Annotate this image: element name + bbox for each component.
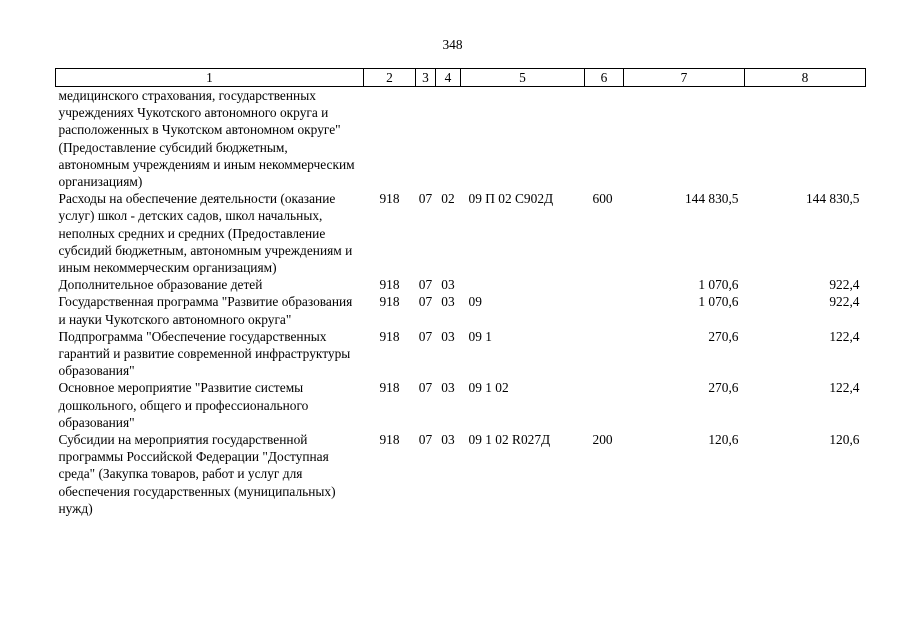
- amount-year-1-cell: 1 070,6: [698, 294, 739, 310]
- amount-year-1-cell: 270,6: [708, 328, 739, 344]
- table-row: [56, 276, 866, 293]
- table-row: [56, 293, 866, 327]
- item-name-cell: Субсидии на мероприятия государственной программы Российской Федерации "Доступная среда" (Закупка товаров, работ и услуг для обеспечения государственных (муниципальных) нужд): [58, 432, 336, 516]
- section-cell: 07: [418, 328, 433, 344]
- expense-type-cell: 200: [592, 432, 613, 448]
- column-header-6: 6: [585, 69, 624, 87]
- admin-code-cell: 918: [379, 328, 400, 344]
- section-cell: 07: [418, 294, 433, 310]
- expense-type-cell: [585, 87, 624, 191]
- amount-year-2-cell: 922,4: [829, 277, 860, 293]
- expense-type-cell: [585, 276, 624, 293]
- admin-code-cell: 918: [379, 277, 400, 293]
- section-cell: 07: [418, 277, 433, 293]
- header-row: [56, 69, 866, 87]
- subsection-cell: 03: [441, 432, 455, 448]
- amount-year-1-cell: [624, 87, 745, 191]
- item-name-cell: Основное мероприятие "Развитие системы дошкольного, общего и профессионального образования": [58, 380, 309, 430]
- column-header-1: 1: [56, 69, 364, 87]
- table-body: [56, 87, 866, 518]
- table-row: [56, 87, 866, 191]
- amount-year-2-cell: 144 830,5: [805, 191, 860, 207]
- item-name-cell: медицинского страхования, государственных учреждениях Чукотского автономного округа и расположенных в Чукотском автономном округе" (Предоставление субсидий бюджетным, автономным учреждениям и иным некоммерческим организациям): [58, 88, 355, 190]
- expense-type-cell: [585, 328, 624, 380]
- amount-year-2-cell: 122,4: [829, 328, 860, 344]
- subsection-cell: 03: [441, 294, 455, 310]
- expense-type-cell: 600: [592, 191, 613, 207]
- table-row: [56, 431, 866, 517]
- target-article-cell: 09: [468, 294, 482, 310]
- page-number: 348: [442, 37, 463, 52]
- subsection-cell: [436, 87, 461, 191]
- column-header-2: 2: [364, 69, 416, 87]
- item-name-cell: Расходы на обеспечение деятельности (оказание услуг) школ - детских садов, школ начальных, неполных средних и средних (Предоставление субсидий бюджетным, автономным учреждениям и иным некоммерческим организациям): [58, 191, 353, 276]
- subsection-cell: 03: [441, 380, 455, 396]
- target-article-cell: 09 1: [468, 328, 492, 344]
- subsection-cell: 02: [441, 191, 455, 207]
- amount-year-1-cell: 144 830,5: [684, 191, 739, 207]
- section-cell: 07: [418, 432, 433, 448]
- admin-code-cell: [364, 87, 416, 191]
- item-name-cell: Подпрограмма "Обеспечение государственных гарантий и развитие современной инфраструктуры образования": [58, 328, 351, 379]
- expense-type-cell: [585, 293, 624, 327]
- admin-code-cell: 918: [379, 294, 400, 310]
- table-row: [56, 190, 866, 276]
- amount-year-1-cell: 120,6: [708, 432, 739, 448]
- subsection-cell: 03: [441, 328, 455, 344]
- amount-year-1-cell: 1 070,6: [698, 277, 739, 293]
- section-cell: 07: [418, 191, 433, 207]
- admin-code-cell: 918: [379, 432, 400, 448]
- column-header-3: 3: [416, 69, 436, 87]
- target-article-cell: 09 П 02 С902Д: [468, 191, 554, 207]
- amount-year-1-cell: 270,6: [708, 380, 739, 396]
- item-name-cell: Государственная программа "Развитие образования и науки Чукотского автономного округа": [58, 294, 353, 327]
- target-article-cell: 09 1 02 R027Д: [468, 432, 551, 448]
- column-header-7: 7: [624, 69, 745, 87]
- amount-year-2-cell: [745, 87, 866, 191]
- amount-year-2-cell: 122,4: [829, 380, 860, 396]
- admin-code-cell: 918: [379, 191, 400, 207]
- item-name-cell: Дополнительное образование детей: [58, 277, 263, 293]
- section-cell: [416, 87, 436, 191]
- column-header-8: 8: [745, 69, 866, 87]
- budget-table: [55, 68, 866, 517]
- amount-year-2-cell: 922,4: [829, 294, 860, 310]
- amount-year-2-cell: 120,6: [829, 432, 860, 448]
- table-row: [56, 379, 866, 431]
- section-cell: 07: [418, 380, 433, 396]
- admin-code-cell: 918: [379, 380, 400, 396]
- subsection-cell: 03: [441, 277, 455, 293]
- column-header-5: 5: [461, 69, 585, 87]
- column-header-4: 4: [436, 69, 461, 87]
- target-article-cell: [461, 276, 585, 293]
- table-row: [56, 328, 866, 380]
- expense-type-cell: [585, 379, 624, 431]
- target-article-cell: [461, 87, 585, 191]
- target-article-cell: 09 1 02: [468, 380, 509, 396]
